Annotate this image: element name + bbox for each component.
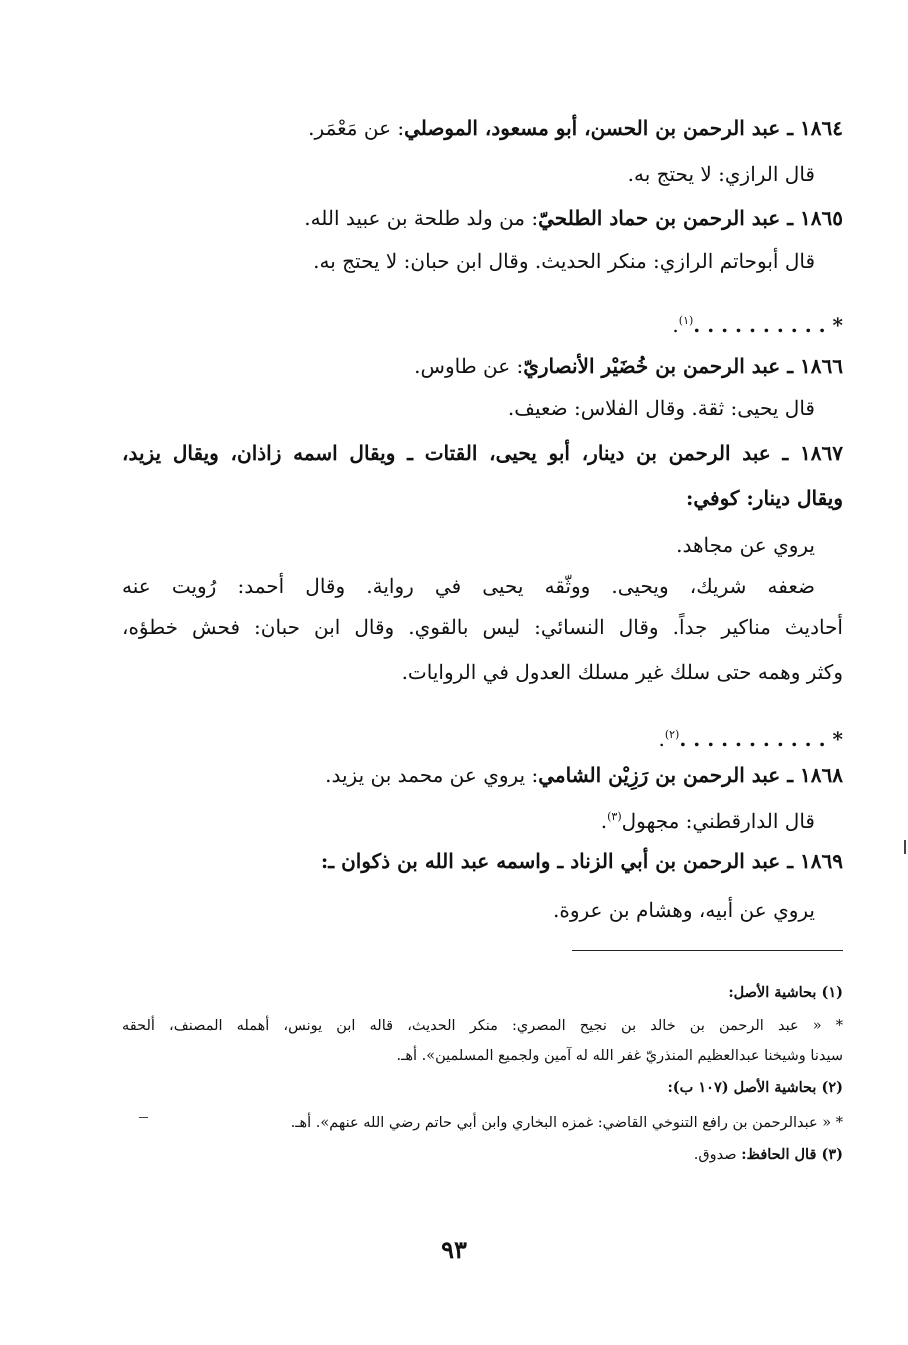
entry-text: : عن مَعْمَر.: [308, 116, 405, 140]
entry-heading-cont: ويقال دينار: كوفي:: [685, 486, 843, 510]
entry-line: قال أبوحاتم الرازي: منكر الحديث. وقال ابن حبان: لا يحتج به.: [313, 249, 815, 273]
footnote-ref: (١): [678, 314, 694, 327]
entry-heading: ١٨٦٥ ـ عبد الرحمن بن حماد الطلحيّ: [538, 206, 843, 230]
omission-line: * . . . . . . . . . .$^{(١)}$.: [672, 313, 843, 337]
footnote-1-heading: (١) بحاشية الأصل:: [728, 984, 843, 1001]
entry-line: يروي عن مجاهد.: [676, 533, 815, 557]
entry-line: قال يحيى: ثقة. وقال الفلاس: ضعيف.: [507, 396, 815, 420]
entry-text: : عن طاوس.: [414, 354, 524, 378]
omission-line: * . . . . . . . . . . .$^{(٢)}$.: [658, 727, 843, 751]
footnote-1-text-cont: سيدنا وشيخنا عبدالعظيم المنذريّ غفر الله له آمين ولجميع المسلمين». أهـ.: [396, 1048, 843, 1064]
entry-1867: ١٨٦٧ ـ عبد الرحمن بن دينار، أبو يحيى، القتات ـ ويقال اسمه زاذان، ويقال يزيد،: [122, 441, 843, 465]
footnote-ref: (٢): [664, 728, 680, 741]
entry-1865: [304, 203, 843, 233]
entry-line: أحاديث مناكير جداً. وقال النسائي: ليس بالقوي. وقال ابن حبان: فحش خطؤه،: [122, 615, 843, 639]
entry-line: قال الرازي: لا يحتج به.: [627, 162, 815, 186]
entry-1864: [308, 113, 843, 143]
scan-mark: [139, 1117, 148, 1118]
entry-1866: [414, 351, 843, 381]
entry-heading: ١٨٦٨ ـ عبد الرحمن بن رَزِيْن الشامي: [538, 763, 843, 787]
entry-line: يروي عن أبيه، وهشام بن عروة.: [553, 898, 815, 922]
entry-heading: ١٨٦٦ ـ عبد الرحمن بن خُضَيْر الأنصاريّ: [523, 354, 843, 378]
entry-heading: ١٨٦٤ ـ عبد الرحمن بن الحسن، أبو مسعود، الموصلي: [404, 116, 843, 140]
entry-1868: [325, 760, 843, 790]
footnote-3: [694, 1144, 843, 1166]
entry-line: قال الدارقطني: مجهول$^{(٣)}$.: [600, 809, 815, 833]
entry-text: : يروي عن محمد بن يزيد.: [325, 763, 539, 787]
entry-line: ضعفه شريك، ويحيى. ووثّقه يحيى في رواية. وقال أحمد: رُويت عنه: [122, 574, 815, 598]
page-number: ٩٣: [441, 1235, 467, 1264]
entry-1869: ١٨٦٩ ـ عبد الرحمن بن أبي الزناد ـ واسمه عبد الله بن ذكوان ـ:: [320, 849, 843, 873]
entry-line: وكثر وهمه حتى سلك غير مسلك العدول في الروايات.: [401, 660, 843, 684]
footnote-3-text: صدوق.: [693, 1147, 742, 1163]
footnote-separator: [572, 950, 843, 951]
footnote-2-heading: (٢) بحاشية الأصل (١٠٧ ب):: [667, 1079, 843, 1096]
footnote-ref: (٣): [607, 810, 622, 823]
footnote-3-heading: (٣) قال الحافظ:: [741, 1146, 843, 1163]
entry-text: : من ولد طلحة بن عبيد الله.: [304, 206, 539, 230]
footnote-1-text: * « عبد الرحمن بن خالد بن نجيح المصري: منكر الحديث، قاله ابن يونس، أهمله المصنف، ألحقه: [122, 1018, 843, 1034]
footnote-2-text: * « عبدالرحمن بن رافع التنوخي القاضي: غمزه البخاري وابن أبي حاتم رضي الله عنهم». أهـ.: [290, 1115, 843, 1131]
scan-mark: [904, 840, 906, 854]
